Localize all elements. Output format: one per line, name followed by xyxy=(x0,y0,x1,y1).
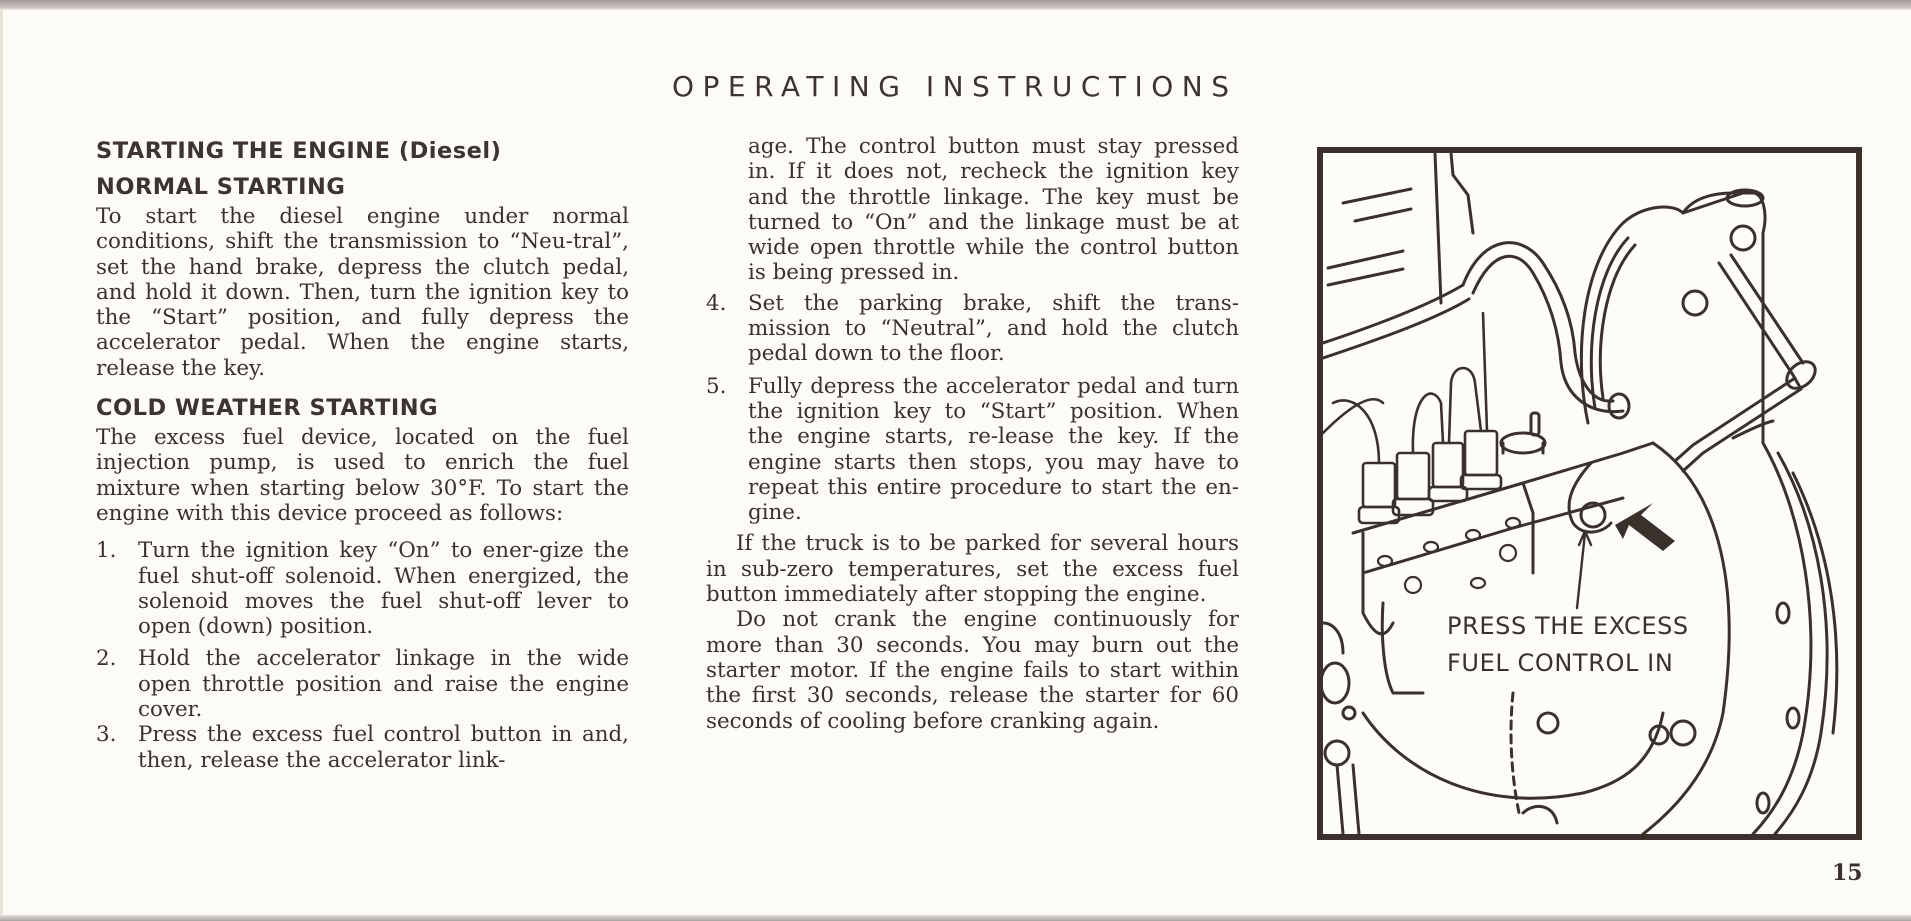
engine-illustration-frame xyxy=(1317,147,1862,840)
step-number: 2. xyxy=(96,646,117,672)
step-number: 4. xyxy=(706,290,727,316)
step-number: 3. xyxy=(96,722,117,748)
subzero-parking-note: If the truck is to be parked for several hours in sub-zero temperatures, set the excess fuel button immediately after stopping the engine. xyxy=(706,531,1239,608)
section-title: STARTING THE ENGINE (Diesel) xyxy=(96,138,502,164)
list-item-step-5 xyxy=(706,374,1239,526)
step-3-continued: age. The control button must stay pressed in. If it does not, recheck the ignition key and the throttle linkage. The key must be turned to “On” and the linkage must be at wide open throttle while the control button is being pressed in. xyxy=(748,134,1239,286)
cold-start-steps xyxy=(96,538,629,773)
page-top-edge xyxy=(0,0,1911,10)
step-text: Set the parking brake, shift the trans-mission to “Neutral”, and hold the clutch pedal down to the floor. xyxy=(748,290,1239,367)
step-number: 1. xyxy=(96,538,117,564)
step-text: Press the excess fuel control button in and, then, release the accelerator link- xyxy=(138,722,629,773)
middle-column xyxy=(706,134,1239,734)
list-item-step-2 xyxy=(96,646,629,722)
page-bottom-edge xyxy=(0,915,1911,921)
cold-weather-heading: COLD WEATHER STARTING xyxy=(96,395,439,422)
list-item-step-4 xyxy=(706,291,1239,367)
page-number: 15 xyxy=(1832,860,1863,886)
cold-start-steps-continued xyxy=(706,291,1239,526)
normal-starting-heading: NORMAL STARTING xyxy=(96,174,346,200)
cranking-warning: Do not crank the engine continuously for more than 30 seconds. You may burn out the starter motor. If the engine fails to start within the first 30 seconds, release the starter for 60 seconds of cooling before cranking again. xyxy=(706,607,1239,734)
callout-line-2: FUEL CONTROL IN xyxy=(1447,649,1674,677)
step-text: Hold the accelerator linkage in the wide open throttle position and raise the engine cover. xyxy=(138,646,629,723)
cold-weather-intro: The excess fuel device, located on the fuel injection pump, is used to enrich the fuel mixture when starting below 30°F. To start the engine with this device proceed as follows: xyxy=(96,425,629,526)
fuel-injection-pump-illustration xyxy=(1323,153,1856,834)
callout-line-1: PRESS THE EXCESS xyxy=(1447,612,1689,640)
figure-callout xyxy=(1447,608,1689,682)
list-item-step-3 xyxy=(96,722,629,773)
notes-block xyxy=(706,531,1239,733)
left-column xyxy=(96,136,629,773)
step-text: Fully depress the accelerator pedal and turn the ignition key to “Start” position. When the engine starts, re-lease the key. If the engine starts then stops, you may have to repeat this entire procedure to start the en-gine. xyxy=(748,373,1239,526)
list-item-step-1 xyxy=(96,538,629,639)
normal-starting-body: To start the diesel engine under normal conditions, shift the transmission to “Neu-tral”, set the hand brake, depress the clutch pedal, and hold it down. Then, turn the ignition key to the “Start” position, and fully depress the accelerator pedal. When the engine starts, release the key. xyxy=(96,204,629,381)
step-number: 5. xyxy=(706,373,727,399)
running-head: OPERATING INSTRUCTIONS xyxy=(672,70,1238,103)
page-left-edge xyxy=(0,10,3,915)
step-text: Turn the ignition key “On” to ener-gize the fuel shut-off solenoid. When energized, the solenoid moves the fuel shut-off lever to open (down) position. xyxy=(138,538,629,640)
